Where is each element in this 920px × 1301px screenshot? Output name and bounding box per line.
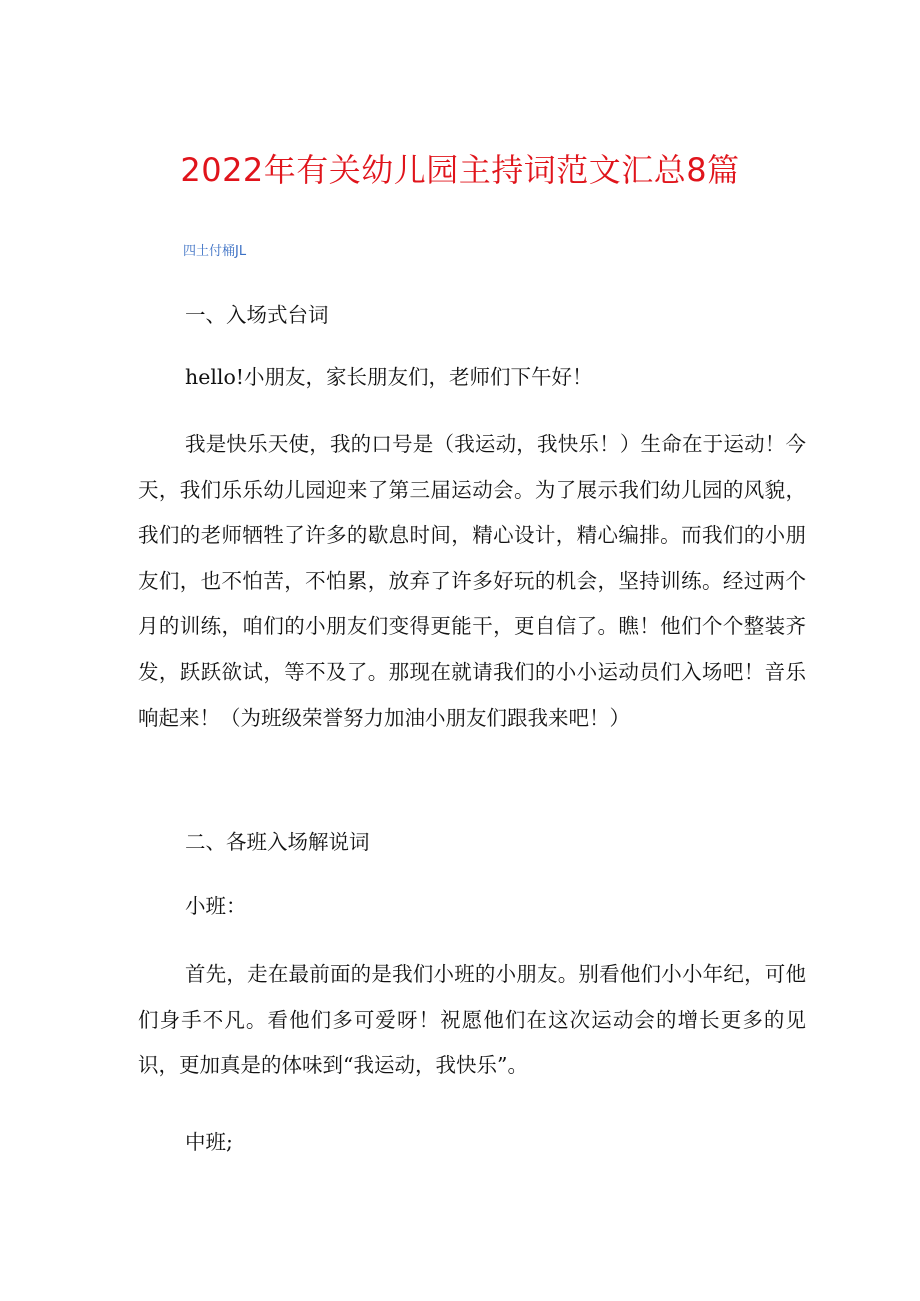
document-subtitle: 四土付桶JL	[183, 244, 247, 259]
small-class-paragraph: 首先，走在最前面的是我们小班的小朋友。别看他们小小年纪，可他们身手不凡。看他们多可爱呀！祝愿他们在这次运动会的增长更多的见识，更加真是的体味到“我运动，我快乐”。	[138, 962, 806, 1078]
section-heading-2: 二、各班入场解说词	[185, 830, 370, 854]
section-heading-1: 一、入场式台词	[185, 303, 329, 327]
document-title: 2022年有关幼儿园主持词范文汇总8篇	[180, 151, 740, 189]
middle-class-label: 中班;	[185, 1130, 233, 1154]
small-class-label: 小班：	[185, 894, 247, 918]
opening-speech-paragraph: 我是快乐天使，我的口号是（我运动，我快乐！）生命在于运动！今天，我们乐乐幼儿园迎来了第三届运动会。为了展示我们幼儿园的风貌，我们的老师牺牲了许多的歇息时间，精心设计，精心编排。而我们的小朋友们，也不怕苦，不怕累，放弃了许多好玩的机会，坚持训练。经过两个月的训练，咱们的小朋友们变得更能干，更自信了。瞧！他们个个整装齐发，跃跃欲试，等不及了。那现在就请我们的小小运动员们入场吧！音乐响起来！（为班级荣誉努力加油小朋友们跟我来吧！）	[138, 432, 806, 730]
greeting-paragraph: hello!小朋友，家长朋友们，老师们下午好！	[185, 365, 593, 389]
